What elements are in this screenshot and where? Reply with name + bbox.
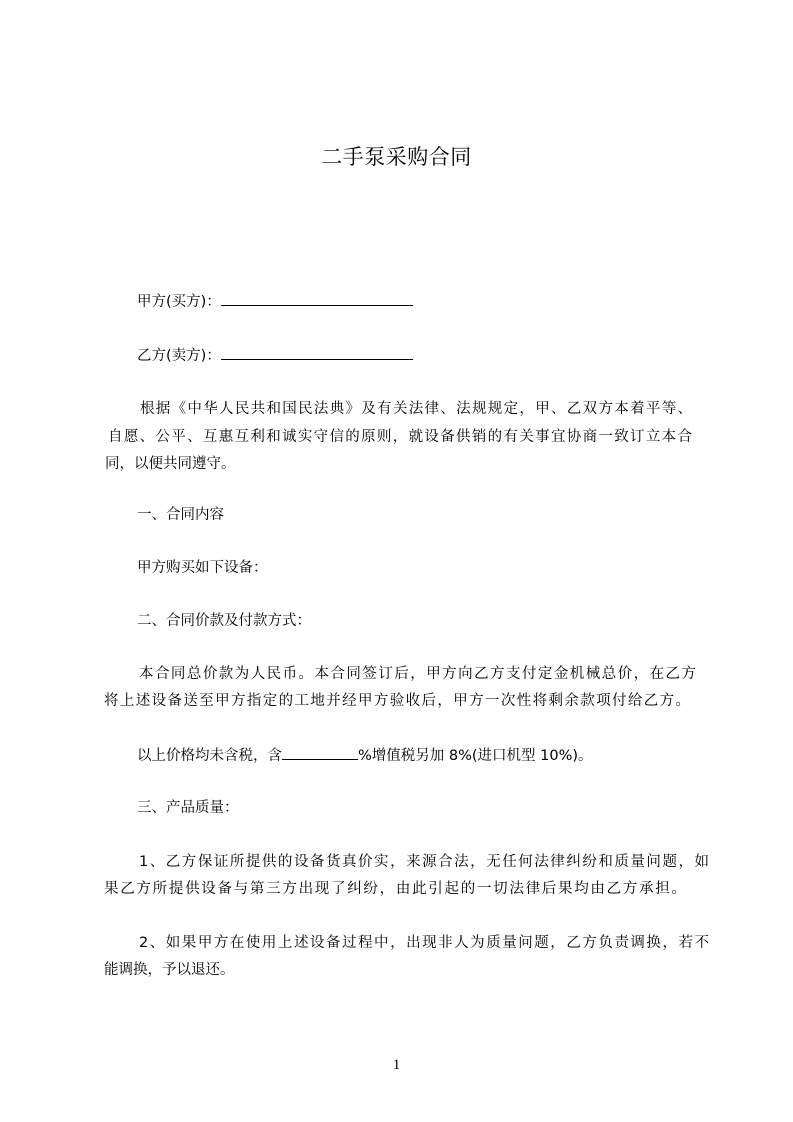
tax-suffix: %增值税另加 8%(进口机型 10%)。 [358, 748, 593, 764]
party-a-line [137, 291, 413, 312]
party-a-label: 甲方(买方)： [137, 294, 221, 310]
section3-item1-line2: 果乙方所提供设备与第三方出现了纠纷，由此引起的一切法律后果均由乙方承担。 [104, 881, 686, 897]
section2-para1-line1: 本合同总价款为人民币。本合同签订后，甲方向乙方支付定金机械总价，在乙方 [139, 666, 696, 682]
section2-tax-line [137, 745, 593, 766]
section3-item2-line1: 2、如果甲方在使用上述设备过程中，出现非人为质量问题，乙方负责调换，若不 [139, 935, 709, 951]
preamble-line-3: 同，以便共同遵守。 [105, 456, 236, 472]
section3-item2-line2: 能调换，予以退还。 [104, 962, 235, 978]
section1-heading: 一、合同内容 [137, 507, 224, 523]
tax-rate-blank[interactable] [282, 745, 358, 760]
section2-para1-line2: 将上述设备送至甲方指定的工地并经甲方验收后，甲方一次性将剩余款项付给乙方。 [104, 693, 690, 709]
section1-text: 甲方购买如下设备： [137, 560, 268, 576]
section2-heading: 二、合同价款及付款方式： [137, 613, 311, 629]
tax-prefix: 以上价格均未含税，含 [137, 748, 282, 764]
document-title: 二手泵采购合同 [321, 145, 472, 169]
preamble-line-2: 自愿、公平、互惠互利和诚实守信的原则，就设备供销的有关事宜协商一致订立本合 [108, 429, 692, 445]
party-a-blank[interactable] [221, 291, 413, 306]
section3-item1-line1: 1、乙方保证所提供的设备货真价实，来源合法，无任何法律纠纷和质量问题，如 [139, 854, 709, 870]
party-b-label: 乙方(卖方)： [137, 348, 221, 364]
page-number: 1 [392, 1057, 401, 1073]
party-b-blank[interactable] [221, 345, 413, 360]
preamble-line-1: 根据《中华人民共和国民法典》及有关法律、法规规定，甲、乙双方本着平等、 [140, 401, 692, 417]
party-b-line [137, 345, 413, 366]
section3-heading: 三、产品质量： [137, 800, 239, 816]
